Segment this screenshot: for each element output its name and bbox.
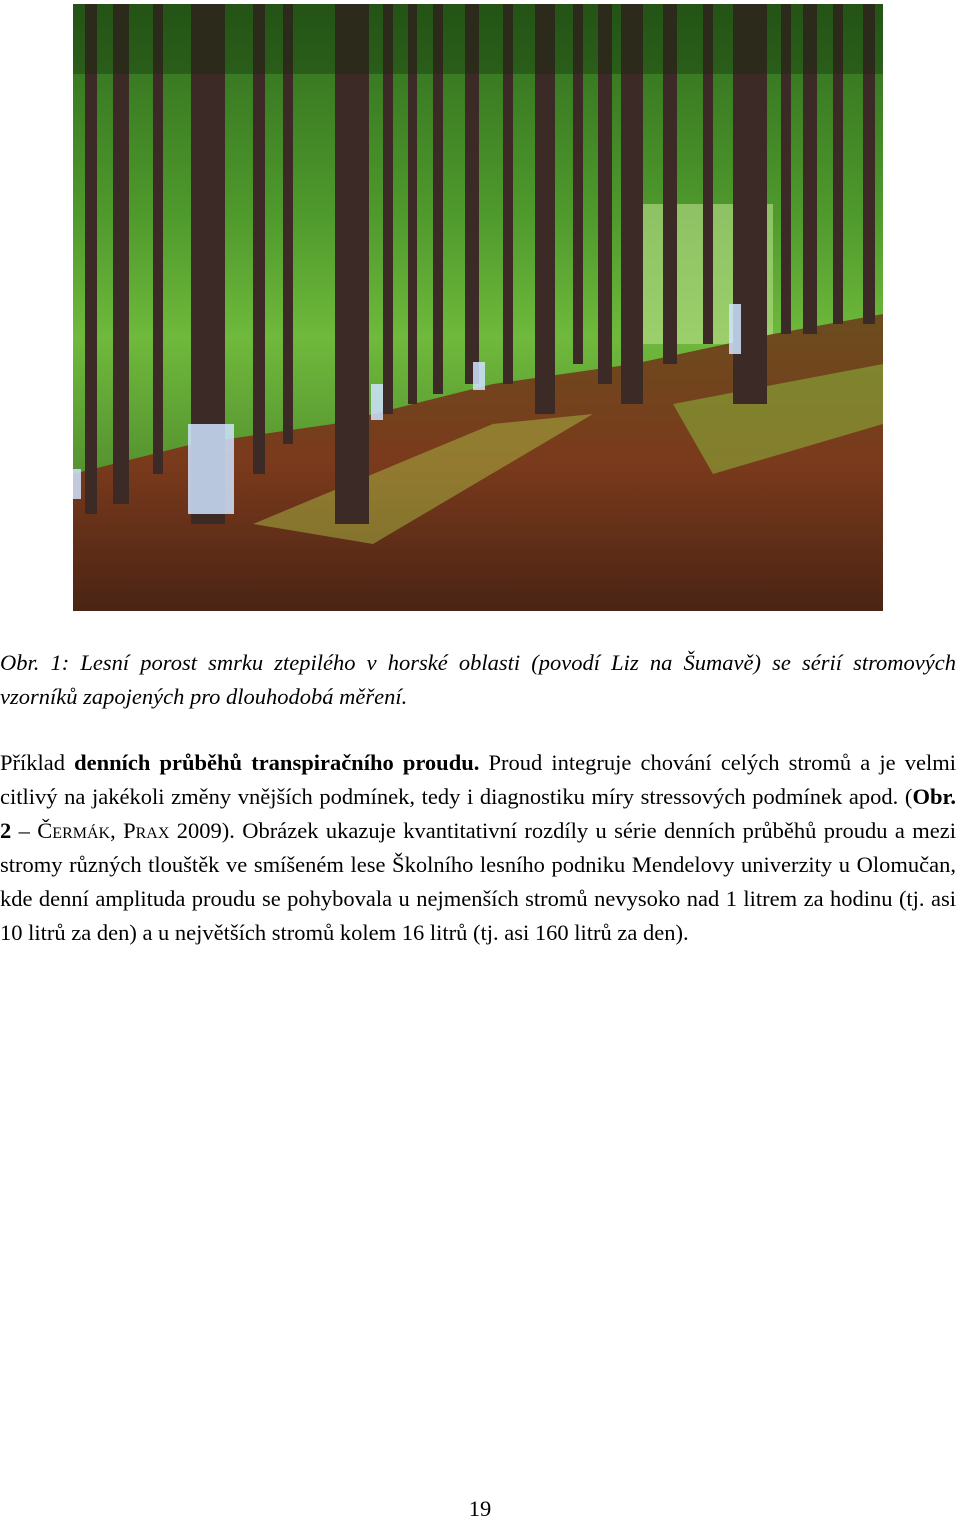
paragraph-text: Příklad <box>0 750 75 775</box>
citation-authors: Čermák, Prax <box>37 818 170 843</box>
paragraph-text: – <box>11 818 38 843</box>
page-number: 19 <box>468 1496 492 1521</box>
paragraph-text: Proud integruje chování celých stromů a je velmi citlivý na jakékoli změny vnějších podmínek, tedy i diagnostiku míry stressových podmínek apod. ( <box>0 750 956 809</box>
figure-caption: Obr. 1: Lesní porost smrku ztepilého v horské oblasti (povodí Liz na Šumavě) se sérií stromových vzorníků zapojených pro dlouhodobá měření. <box>0 650 956 709</box>
forest-photo <box>73 4 883 611</box>
forest-photo-icon <box>73 4 883 611</box>
body-paragraph <box>0 746 956 950</box>
figure-reference: Obr. 2 <box>0 784 956 843</box>
paragraph-bold-phrase: denních průběhů transpiračního proudu. <box>74 750 480 775</box>
paragraph-text: 2009). Obrázek ukazuje kvantitativní rozdíly u série denních průběhů proudu a mezi stromy různých tlouštěk ve smíšeném lese Školního lesního podniku Mendelovy univerzity u Olomučan, kde denní amplituda proudu se pohybovala u nejmenších stromů nevysoko nad 1 litrem za hodinu (tj. asi 10 litrů za den) a u největších stromů kolem 16 litrů (tj. asi 160 litrů za den). <box>0 818 957 945</box>
